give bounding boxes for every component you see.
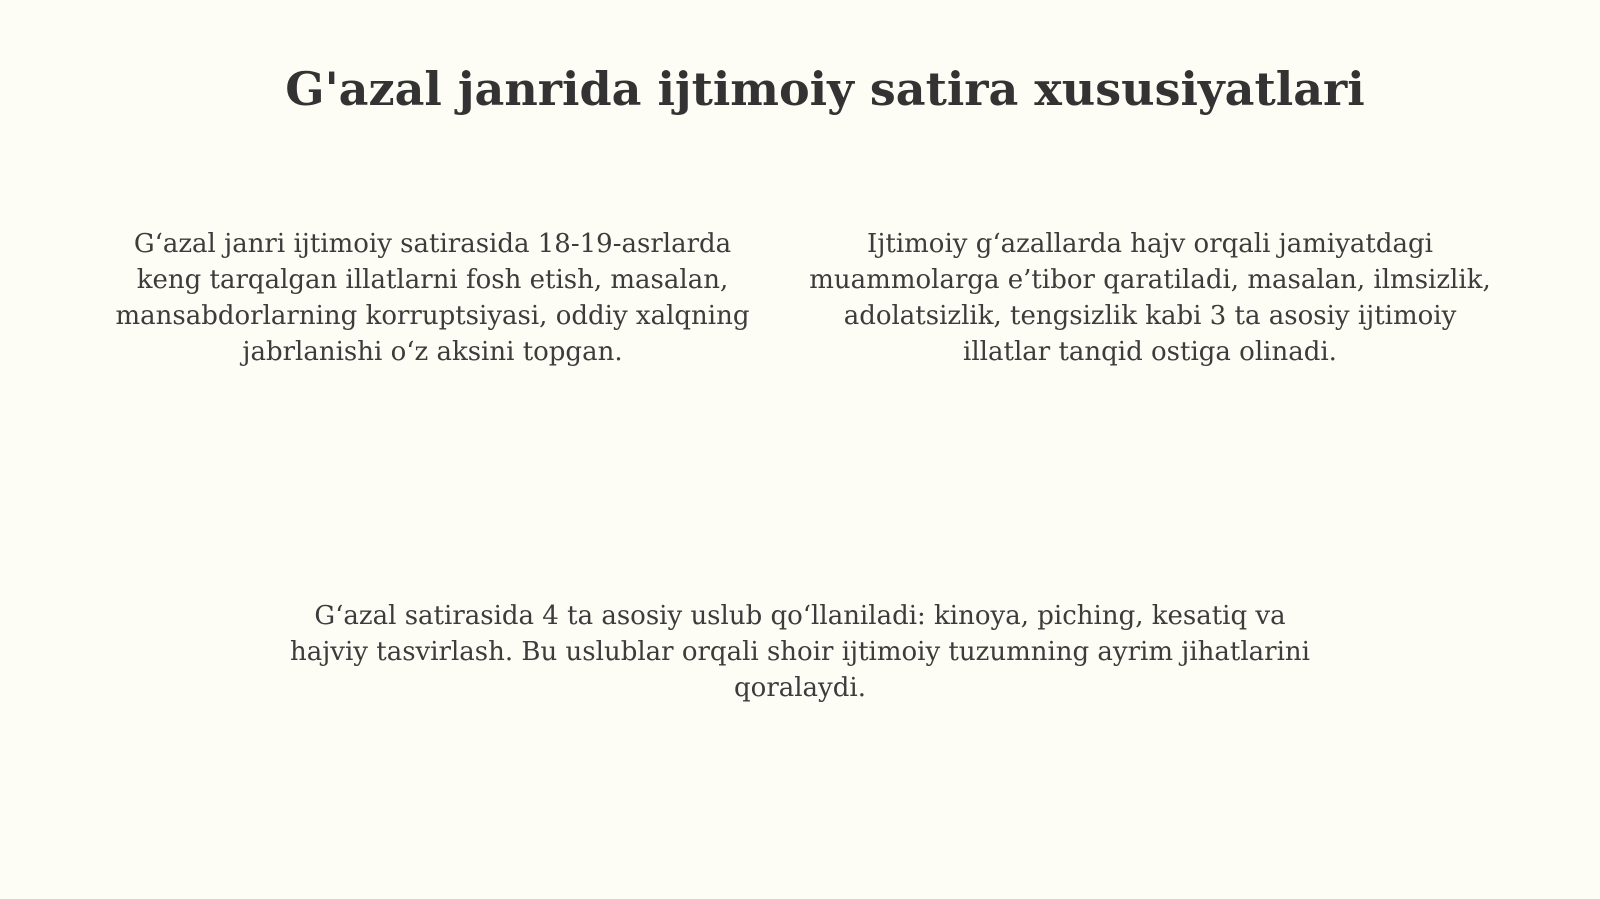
paragraph-right: Ijtimoiy g‘azallarda hajv orqali jamiyatdagi muammolarga e’tibor qaratiladi, masalan, ilmsizlik, adolatsizlik, tengsizlik kabi 3 ta asosiy ijtimoiy illatlar tanqid ostiga olinadi.: [809, 229, 1491, 367]
slide-title: G'azal janrida ijtimoiy satira xususiyatlari: [285, 62, 1365, 116]
paragraph-left: G‘azal janri ijtimoiy satirasida 18-19-asrlarda keng tarqalgan illatlarni fosh etish, masalan, mansabdorlarning korruptsiyasi, oddiy xalqning jabrlanishi o‘z aksini topgan.: [115, 229, 750, 367]
paragraph-bottom: G‘azal satirasida 4 ta asosiy uslub qo‘llaniladi: kinoya, piching, kesatiq va hajviy tasvirlash. Bu uslublar orqali shoir ijtimoiy tuzumning ayrim jihatlarini qoralaydi.: [290, 601, 1310, 703]
